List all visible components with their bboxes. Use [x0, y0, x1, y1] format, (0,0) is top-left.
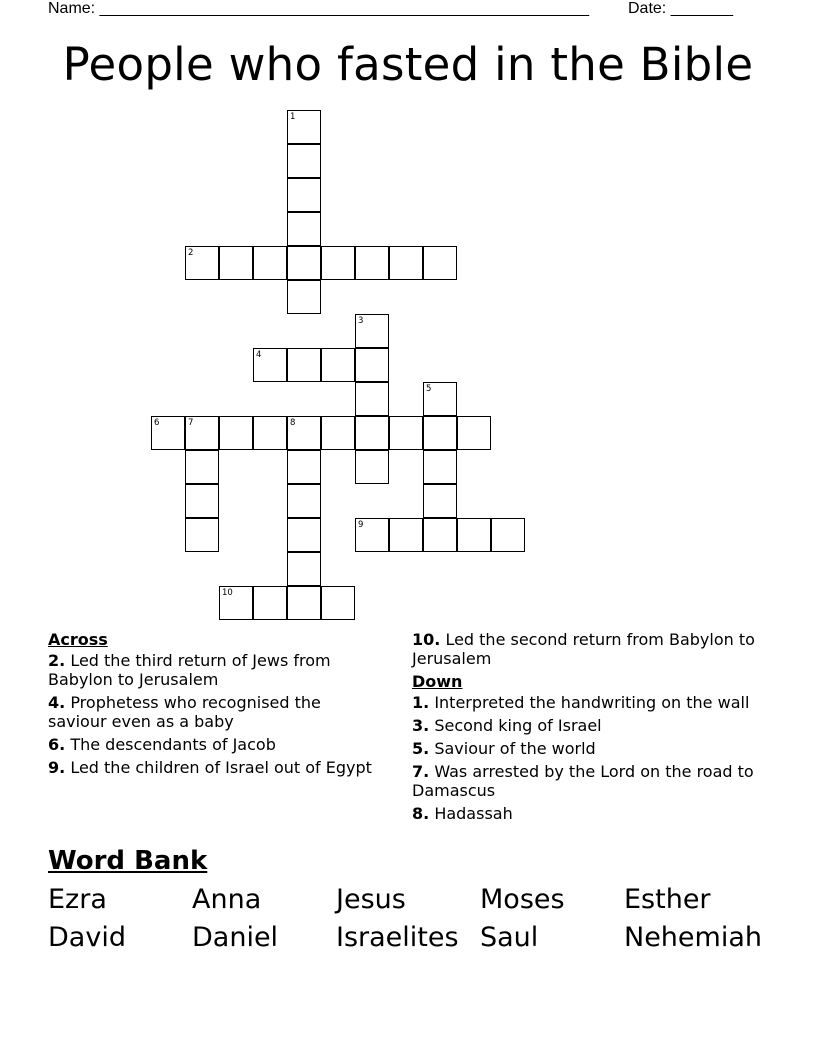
clue-down-1	[412, 693, 772, 712]
clue-across-4	[48, 693, 378, 731]
clue-number: 9.	[48, 758, 66, 777]
clue-down-8	[412, 804, 772, 823]
crossword-cell[interactable]	[423, 450, 457, 484]
crossword-cell[interactable]	[219, 246, 253, 280]
word-bank-item: Daniel	[192, 922, 279, 953]
crossword-cell[interactable]	[287, 246, 321, 280]
crossword-cell[interactable]	[355, 246, 389, 280]
clues-right-column	[412, 630, 772, 827]
clue-number: 4.	[48, 693, 66, 712]
clue-number: 7.	[412, 762, 430, 781]
crossword-cell[interactable]	[321, 416, 355, 450]
crossword-cell[interactable]	[185, 484, 219, 518]
word-bank-item: David	[48, 922, 126, 953]
clue-text: Second king of Israel	[434, 716, 602, 735]
crossword-cell[interactable]	[287, 552, 321, 586]
clue-number: 6.	[48, 735, 66, 754]
clue-number: 1.	[412, 693, 430, 712]
down-heading: Down	[412, 672, 463, 691]
crossword-cell[interactable]	[287, 586, 321, 620]
clue-text: Hadassah	[434, 804, 513, 823]
cell-number: 4	[256, 350, 262, 360]
crossword-cell[interactable]	[389, 246, 423, 280]
word-bank-item: Esther	[624, 884, 711, 915]
cell-number: 5	[426, 384, 432, 394]
word-bank-item: Ezra	[48, 884, 107, 915]
clue-across-9	[48, 758, 378, 777]
crossword-cell[interactable]	[457, 518, 491, 552]
clue-text: Led the children of Israel out of Egypt	[70, 758, 372, 777]
crossword-cell[interactable]	[185, 518, 219, 552]
cell-number: 2	[188, 248, 194, 258]
cell-number: 8	[290, 418, 296, 428]
word-bank-item: Israelites	[336, 922, 459, 953]
clue-down-7	[412, 762, 772, 800]
crossword-cell[interactable]	[321, 348, 355, 382]
clue-down-5	[412, 739, 772, 758]
word-bank-item: Saul	[480, 922, 539, 953]
crossword-cell[interactable]	[287, 484, 321, 518]
clue-text: The descendants of Jacob	[70, 735, 276, 754]
crossword-cell[interactable]	[423, 416, 457, 450]
crossword-cell[interactable]	[423, 246, 457, 280]
cell-number: 10	[222, 588, 233, 598]
cell-number: 1	[290, 112, 296, 122]
cell-number: 6	[154, 418, 160, 428]
clue-text: Interpreted the handwriting on the wall	[434, 693, 750, 712]
crossword-cell[interactable]	[253, 586, 287, 620]
crossword-cell[interactable]	[457, 416, 491, 450]
crossword-cell[interactable]	[253, 246, 287, 280]
crossword-cell[interactable]	[389, 518, 423, 552]
word-bank-title: Word Bank	[48, 846, 208, 876]
crossword-cell[interactable]	[321, 586, 355, 620]
word-bank-item: Jesus	[336, 884, 406, 915]
word-bank-item: Anna	[192, 884, 262, 915]
crossword-cell[interactable]	[185, 450, 219, 484]
crossword-cell[interactable]	[355, 348, 389, 382]
clue-across-10	[412, 630, 772, 668]
date-field[interactable]: Date: _______	[628, 0, 733, 17]
cell-number: 3	[358, 316, 364, 326]
clue-text: Prophetess who recognised the saviour even as a baby	[48, 693, 321, 731]
crossword-cell[interactable]	[491, 518, 525, 552]
crossword-cell[interactable]	[287, 280, 321, 314]
crossword-cell[interactable]	[287, 518, 321, 552]
page-title: People who fasted in the Bible	[62, 38, 754, 91]
crossword-cell[interactable]	[423, 518, 457, 552]
clue-number: 5.	[412, 739, 430, 758]
across-heading: Across	[48, 630, 108, 649]
clue-across-6	[48, 735, 378, 754]
clues-left-column	[48, 630, 378, 781]
name-field[interactable]: Name: _______________________________________________________	[48, 0, 589, 17]
clue-text: Saviour of the world	[434, 739, 596, 758]
cell-number: 7	[188, 418, 194, 428]
crossword-cell[interactable]	[355, 382, 389, 416]
crossword-cell[interactable]	[355, 450, 389, 484]
clue-text: Led the third return of Jews from Babylon to Jerusalem	[48, 651, 331, 689]
crossword-cell[interactable]	[287, 144, 321, 178]
crossword-cell[interactable]	[321, 246, 355, 280]
clue-text: Led the second return from Babylon to Jerusalem	[412, 630, 755, 668]
crossword-cell[interactable]	[287, 212, 321, 246]
crossword-cell[interactable]	[389, 416, 423, 450]
word-bank-item: Nehemiah	[624, 922, 762, 953]
clue-number: 10.	[412, 630, 441, 649]
clue-across-2	[48, 651, 378, 689]
word-bank-item: Moses	[480, 884, 565, 915]
crossword-cell[interactable]	[287, 178, 321, 212]
crossword-cell[interactable]	[423, 484, 457, 518]
crossword-cell[interactable]	[355, 416, 389, 450]
crossword-cell[interactable]	[253, 416, 287, 450]
clue-number: 8.	[412, 804, 430, 823]
clue-text: Was arrested by the Lord on the road to Damascus	[412, 762, 754, 800]
crossword-cell[interactable]	[287, 348, 321, 382]
crossword-cell[interactable]	[287, 450, 321, 484]
clue-down-3	[412, 716, 772, 735]
cell-number: 9	[358, 520, 364, 530]
clue-number: 2.	[48, 651, 66, 670]
clue-number: 3.	[412, 716, 430, 735]
crossword-cell[interactable]	[219, 416, 253, 450]
